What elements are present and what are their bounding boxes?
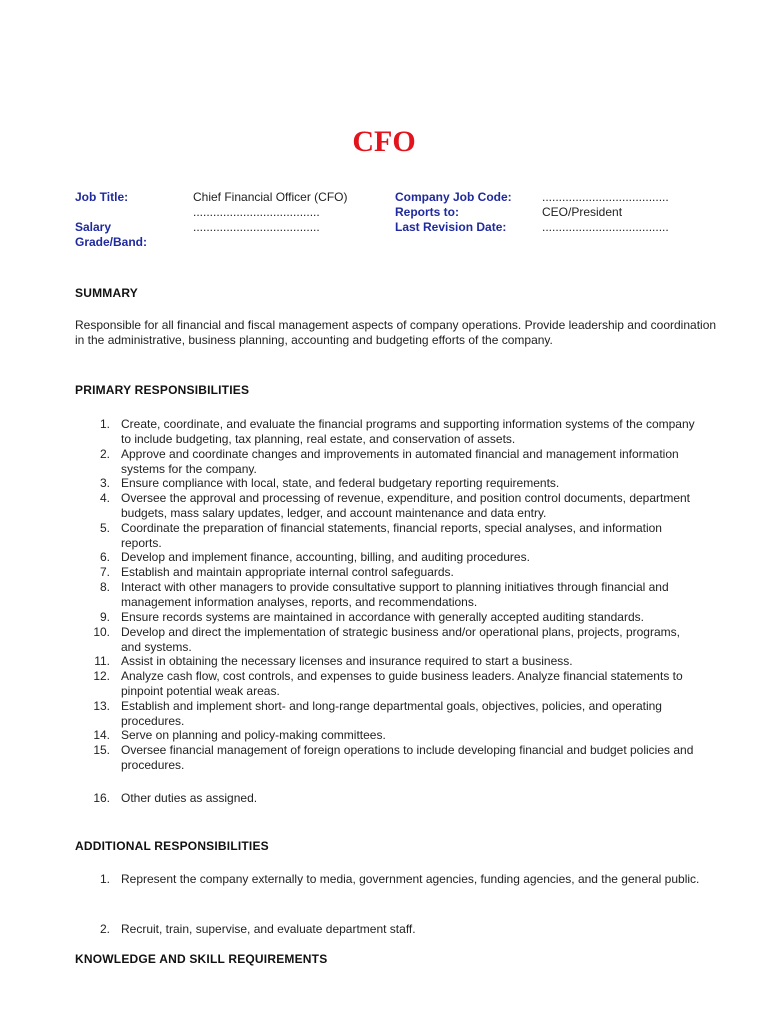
- salary-grade-value: ......................................: [193, 220, 320, 234]
- list-number: 15.: [93, 743, 110, 757]
- list-text: Analyze cash flow, cost controls, and expenses to guide business leaders. Analyze financial statements to pinpoint potential weak areas.: [121, 669, 683, 698]
- list-number: 1.: [99, 417, 110, 431]
- company-job-code-label: Company Job Code:: [395, 190, 512, 204]
- list-number: 16.: [93, 791, 110, 805]
- list-number: 13.: [93, 699, 110, 713]
- list-text: Interact with other managers to provide consultative support to planning initiatives through financial and management information analyses, reports, and recommendations.: [121, 580, 669, 609]
- list-number: 5.: [99, 521, 110, 535]
- summary-heading: SUMMARY: [75, 286, 138, 300]
- list-text: Approve and coordinate changes and improvements in automated financial and management information systems for the company.: [121, 447, 679, 476]
- list-text: Oversee financial management of foreign operations to include developing financial and budget policies and procedures.: [121, 743, 694, 772]
- reports-to-value: CEO/President: [542, 205, 623, 219]
- job-title-label: Job Title:: [75, 190, 129, 204]
- list-number: 3.: [99, 476, 110, 490]
- job-title-extra-value: ......................................: [193, 205, 320, 219]
- list-number: 11.: [94, 654, 110, 668]
- company-job-code-value: ......................................: [542, 190, 669, 204]
- salary-grade-label: Salary Grade/Band:: [75, 220, 148, 249]
- summary-text: Responsible for all financial and fiscal management aspects of company operations. Provide leadership and coordination in the administrative, business planning, accounting and budgeting efforts of the company.: [75, 318, 717, 347]
- list-text: Create, coordinate, and evaluate the financial programs and supporting information systems of the company to include budgeting, tax planning, real estate, and conservation of assets.: [121, 417, 695, 446]
- list-text: Oversee the approval and processing of revenue, expenditure, and position control documents, department budgets, mass salary updates, ledger, and account maintenance and data entry.: [121, 491, 691, 520]
- reports-to-label: Reports to:: [395, 205, 459, 219]
- last-revision-date-value: ......................................: [542, 220, 669, 234]
- list-number: 7.: [99, 565, 110, 579]
- list-text: Ensure records systems are maintained in accordance with generally accepted auditing standards.: [121, 610, 644, 624]
- knowledge-skill-heading: KNOWLEDGE AND SKILL REQUIREMENTS: [75, 952, 328, 966]
- list-number: 10.: [93, 625, 110, 639]
- list-text: Establish and maintain appropriate internal control safeguards.: [121, 565, 454, 579]
- list-number: 14.: [93, 728, 110, 742]
- list-number: 4.: [99, 491, 110, 505]
- list-text: Assist in obtaining the necessary licenses and insurance required to start a business.: [121, 654, 573, 668]
- list-number: 8.: [99, 580, 110, 594]
- primary-responsibilities-heading: PRIMARY RESPONSIBILITIES: [75, 383, 250, 397]
- additional-responsibilities-heading: ADDITIONAL RESPONSIBILITIES: [75, 839, 269, 853]
- list-number: 12.: [93, 669, 110, 683]
- list-text: Establish and implement short- and long-range departmental goals, objectives, policies, and operating procedures.: [121, 699, 662, 728]
- list-text: Serve on planning and policy-making committees.: [121, 728, 386, 742]
- list-number: 1.: [99, 872, 110, 886]
- list-number: 6.: [99, 550, 110, 564]
- list-number: 2.: [99, 922, 110, 936]
- list-text: Other duties as assigned.: [121, 791, 258, 805]
- list-number: 2.: [99, 447, 110, 461]
- document-title: CFO: [352, 125, 416, 158]
- list-text: Recruit, train, supervise, and evaluate department staff.: [121, 922, 416, 936]
- last-revision-date-label: Last Revision Date:: [395, 220, 507, 234]
- list-number: 9.: [99, 610, 110, 624]
- list-text: Ensure compliance with local, state, and federal budgetary reporting requirements.: [121, 476, 560, 490]
- job-title-value: Chief Financial Officer (CFO): [193, 190, 348, 204]
- list-text: Develop and implement finance, accounting, billing, and auditing procedures.: [121, 550, 530, 564]
- list-text: Represent the company externally to media, government agencies, funding agencies, and the general public.: [121, 872, 700, 886]
- list-text: Coordinate the preparation of financial statements, financial reports, special analyses, and information reports.: [121, 521, 662, 550]
- list-text: Develop and direct the implementation of strategic business and/or operational plans, projects, programs, and systems.: [121, 625, 680, 654]
